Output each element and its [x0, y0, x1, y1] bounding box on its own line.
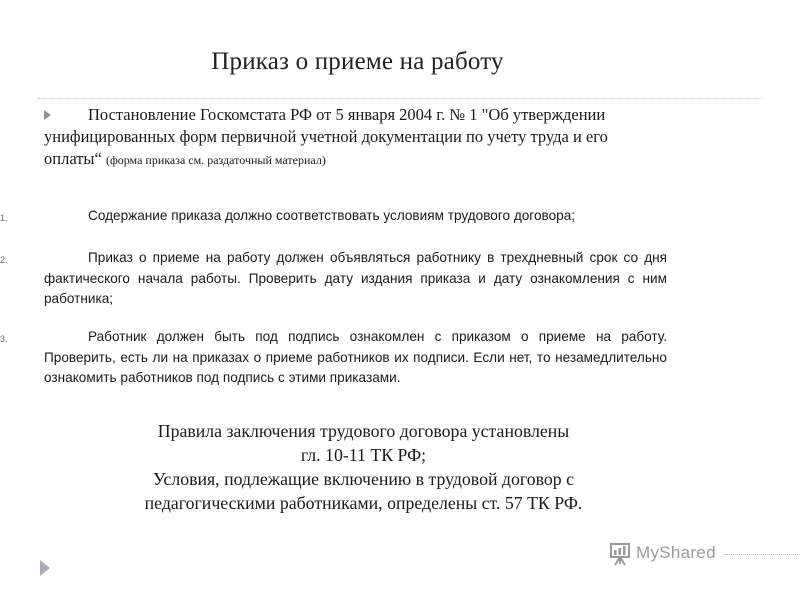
title-divider [38, 98, 762, 99]
watermark-line [724, 554, 800, 555]
watermark-logo [608, 538, 800, 568]
list-item [0, 206, 667, 227]
list-item-number: 3. [0, 334, 8, 344]
list-item-text: Приказ о приеме на работу должен объявляться работнику в трехдневный срок со дня фактического начала работы. Проверить дату издания приказа и дату ознакомления с ним работника; [44, 250, 667, 306]
list-item-text: Работник должен быть под подпись ознакомлен с приказом о приеме на работу. Проверить, есть ли на приказах о приеме работников их подписи. Если нет, то незамедлительно ознакомить работников под подпись с этими приказами. [44, 329, 667, 385]
intro-note: (форма приказа см. раздаточный материал) [105, 153, 326, 167]
list-item [0, 248, 667, 310]
intro-paragraph [44, 104, 660, 171]
watermark-text: MyShared [636, 543, 716, 562]
slide-title: Приказ о приеме на работу [211, 48, 504, 75]
rules-line: педагогическими работниками, определены ст. 57 ТК РФ. [144, 493, 583, 513]
next-slide-arrow-icon[interactable] [40, 560, 50, 576]
list-item-number: 1. [0, 213, 8, 223]
rules-line: гл. 10-11 ТК РФ; [300, 445, 427, 465]
list-item-number: 2. [0, 255, 8, 265]
intro-main-text: Постановление Госкомстата РФ от 5 января 2004 г. № 1 "Об утверждении унифицированных форм первичной учетной документации по учету труда и его оплаты“ [44, 105, 608, 168]
rules-line: Условия, подлежащие включению в трудовой договор с [152, 469, 575, 489]
rules-block [100, 419, 627, 515]
list-item [0, 327, 667, 389]
myshared-logo-icon [608, 542, 632, 564]
rules-line: Правила заключения трудового договора установлены [157, 421, 570, 441]
list-item-text: Содержание приказа должно соответствовать условиям трудового договора; [88, 208, 576, 223]
